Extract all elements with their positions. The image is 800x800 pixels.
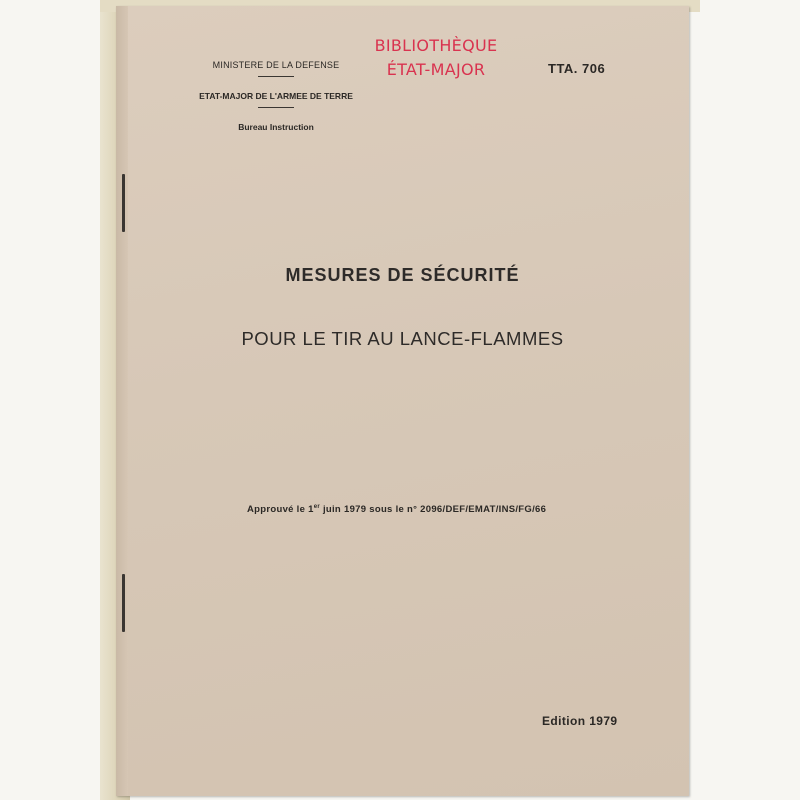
document-subtitle: POUR LE TIR AU LANCE-FLAMMES: [241, 328, 564, 349]
ministry-label: MINISTERE DE LA DEFENSE: [212, 60, 340, 70]
approval-suffix: juin 1979 sous le n° 2096/DEF/EMAT/INS/FG/66: [320, 504, 547, 516]
booklet-cover: [116, 6, 689, 796]
divider-rule: [258, 76, 294, 77]
booklet-spine: [116, 6, 128, 796]
stamp-line-2: ÉTAT-MAJOR: [386, 60, 486, 79]
staple-top: [122, 174, 125, 232]
library-stamp: [366, 34, 506, 82]
document-reference: TTA. 706: [548, 61, 606, 76]
edition-label: Edition 1979: [542, 714, 618, 728]
approval-ordinal: er: [313, 504, 321, 510]
divider-rule: [258, 107, 294, 108]
approval-note: [247, 504, 546, 515]
staple-bottom: [122, 574, 125, 632]
stamp-line-1: BIBLIOTHÈQUE: [374, 36, 498, 55]
bureau-label: Bureau Instruction: [238, 122, 314, 132]
document-title: MESURES DE SÉCURITÉ: [285, 265, 520, 285]
staff-label: ETAT-MAJOR DE L'ARMEE DE TERRE: [199, 91, 353, 101]
approval-prefix: Approuvé le 1: [247, 504, 314, 516]
issuer-block: [186, 60, 366, 132]
